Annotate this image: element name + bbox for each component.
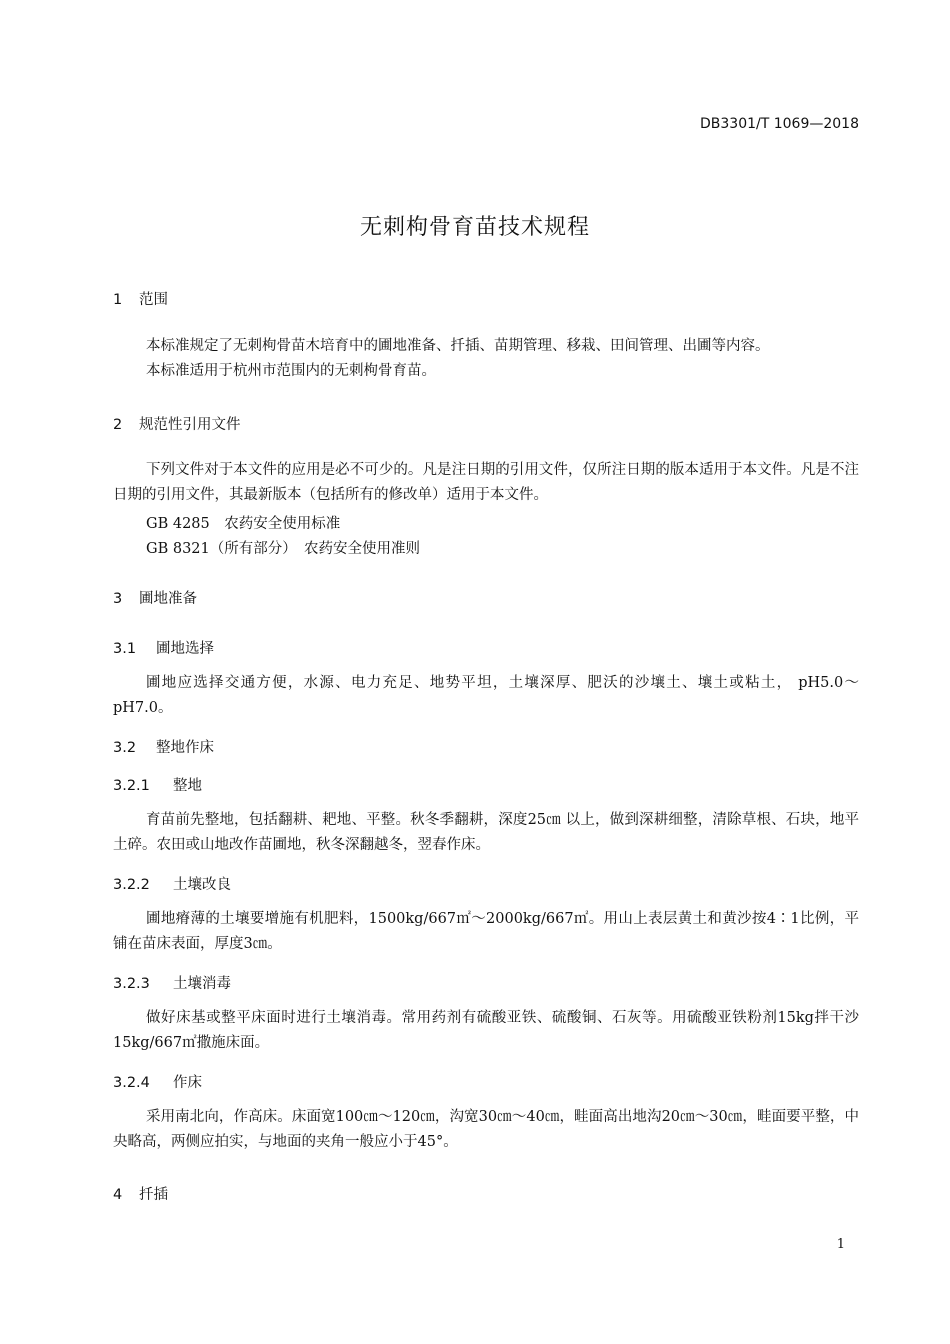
section-title: 整地作床 xyxy=(156,740,214,756)
section-title: 范围 xyxy=(139,292,168,308)
section-number: 1 xyxy=(113,292,123,308)
section-number: 3 xyxy=(113,591,123,607)
paragraph-land-preparation: 育苗前先整地，包括翻耕、耙地、平整。秋冬季翻耕，深度25㎝ 以上，做到深耕细整，清除草根、石块，地平土碎。农田或山地改作苗圃地，秋冬深翻越冬，翌春作床。 xyxy=(113,812,859,853)
section-number: 3.2.1 xyxy=(113,778,150,794)
section-number: 4 xyxy=(113,1187,123,1203)
reference-gb8321: GB 8321（所有部分） 农药安全使用准则 xyxy=(146,541,420,557)
reference-gb4285: GB 4285 农药安全使用标准 xyxy=(146,516,341,532)
document-number: DB3301/T 1069—2018 xyxy=(700,116,859,132)
subsection-heading-3-2-2 xyxy=(113,873,231,894)
section-title: 整地 xyxy=(173,778,202,794)
section-title: 扦插 xyxy=(139,1187,168,1203)
section-title: 作床 xyxy=(173,1075,202,1091)
subsection-heading-3-2 xyxy=(113,736,214,757)
subsection-heading-3-2-3 xyxy=(113,972,231,993)
paragraph-normative-references: 下列文件对于本文件的应用是必不可少的。凡是注日期的引用文件，仅所注日期的版本适用于本文件。凡是不注日期的引用文件，其最新版本（包括所有的修改单）适用于本文件。 xyxy=(113,462,859,503)
section-number: 2 xyxy=(113,417,123,433)
section-heading-2 xyxy=(113,413,241,434)
paragraph-bed-making: 采用南北向，作高床。床面宽100㎝～120㎝，沟宽30㎝～40㎝，畦面高出地沟20㎝～30㎝，畦面要平整，中央略高，两侧应拍实，与地面的夹角一般应小于45°。 xyxy=(113,1109,859,1150)
section-heading-1 xyxy=(113,288,168,309)
section-title: 圃地准备 xyxy=(139,591,197,607)
paragraph-soil-improvement: 圃地瘠薄的土壤要增施有机肥料，1500kg/667㎡～2000kg/667㎡。用山上表层黄土和黄沙按4∶1比例，平铺在苗床表面，厚度3㎝。 xyxy=(113,911,859,952)
paragraph-scope-1: 本标准规定了无刺枸骨苗木培育中的圃地准备、扦插、苗期管理、移栽、田间管理、出圃等内容。 xyxy=(146,338,770,354)
page-number: 1 xyxy=(836,1237,845,1252)
section-title: 土壤改良 xyxy=(173,877,231,893)
subsection-heading-3-2-4 xyxy=(113,1071,202,1092)
section-number: 3.2.4 xyxy=(113,1075,150,1091)
subsection-heading-3-1 xyxy=(113,637,214,658)
document-title: 无刺枸骨育苗技术规程 xyxy=(359,215,590,240)
section-title: 规范性引用文件 xyxy=(139,417,241,433)
section-title: 土壤消毒 xyxy=(173,976,231,992)
paragraph-soil-disinfection: 做好床基或整平床面时进行土壤消毒。常用药剂有硫酸亚铁、硫酸铜、石灰等。用硫酸亚铁粉剂15kg拌干沙15kg/667㎡撒施床面。 xyxy=(113,1010,859,1051)
section-title: 圃地选择 xyxy=(156,641,214,657)
section-number: 3.2 xyxy=(113,740,137,756)
section-number: 3.2.3 xyxy=(113,976,150,992)
section-heading-3 xyxy=(113,587,197,608)
paragraph-scope-2: 本标准适用于杭州市范围内的无刺枸骨育苗。 xyxy=(146,363,436,379)
section-number: 3.2.2 xyxy=(113,877,150,893)
section-heading-4 xyxy=(113,1183,168,1204)
section-number: 3.1 xyxy=(113,641,137,657)
subsection-heading-3-2-1 xyxy=(113,774,202,795)
paragraph-site-selection: 圃地应选择交通方便，水源、电力充足、地势平坦，土壤深厚、肥沃的沙壤土、壤土或粘土， pH5.0～pH7.0。 xyxy=(113,675,859,716)
